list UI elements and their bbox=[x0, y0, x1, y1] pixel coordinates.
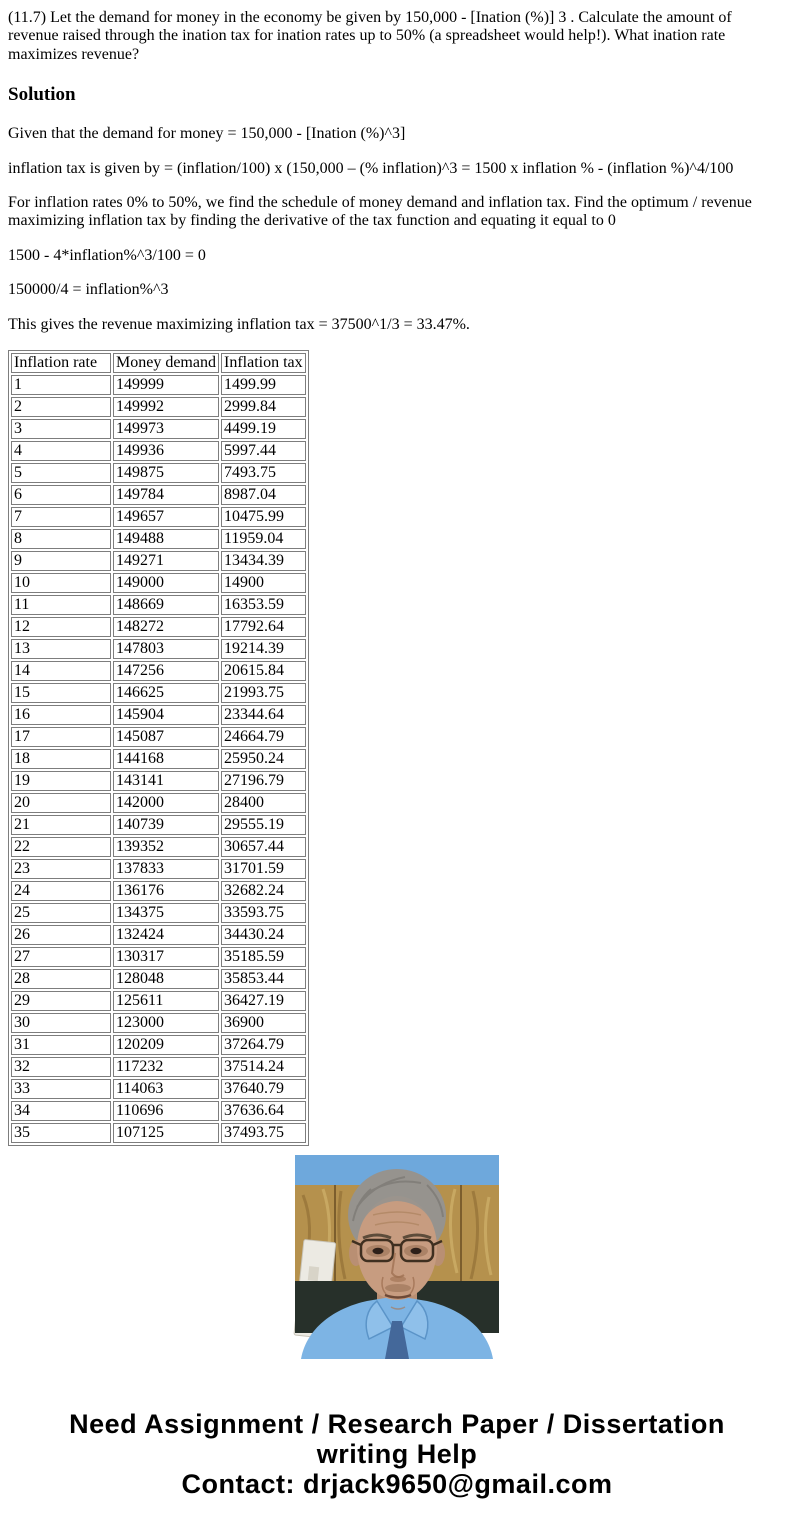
table-cell: 29555.19 bbox=[221, 815, 306, 835]
table-cell: 147256 bbox=[113, 661, 219, 681]
table-cell: 37514.24 bbox=[221, 1057, 306, 1077]
table-cell: 24 bbox=[11, 881, 111, 901]
tutor-photo bbox=[295, 1155, 499, 1359]
table-cell: 19214.39 bbox=[221, 639, 306, 659]
table-cell: 145087 bbox=[113, 727, 219, 747]
table-row bbox=[11, 1079, 306, 1099]
table-cell: 15 bbox=[11, 683, 111, 703]
table-cell: 149875 bbox=[113, 463, 219, 483]
table-row bbox=[11, 881, 306, 901]
table-cell: 12 bbox=[11, 617, 111, 637]
table-row bbox=[11, 661, 306, 681]
table-cell: 149271 bbox=[113, 551, 219, 571]
table-cell: 149000 bbox=[113, 573, 219, 593]
photo-mustache-shadow bbox=[385, 1284, 411, 1292]
table-cell: 120209 bbox=[113, 1035, 219, 1055]
table-cell: 27 bbox=[11, 947, 111, 967]
table-cell: 14 bbox=[11, 661, 111, 681]
column-header-inflation-tax: Inflation tax bbox=[221, 353, 306, 373]
table-cell: 31701.59 bbox=[221, 859, 306, 879]
table-row bbox=[11, 1123, 306, 1143]
table-cell: 6 bbox=[11, 485, 111, 505]
table-cell: 30657.44 bbox=[221, 837, 306, 857]
table-row bbox=[11, 705, 306, 725]
table-cell: 137833 bbox=[113, 859, 219, 879]
table-cell: 7 bbox=[11, 507, 111, 527]
table-cell: 149488 bbox=[113, 529, 219, 549]
table-cell: 136176 bbox=[113, 881, 219, 901]
table-cell: 2 bbox=[11, 397, 111, 417]
table-cell: 4499.19 bbox=[221, 419, 306, 439]
table-cell: 17792.64 bbox=[221, 617, 306, 637]
table-cell: 31 bbox=[11, 1035, 111, 1055]
table-cell: 35 bbox=[11, 1123, 111, 1143]
table-cell: 20 bbox=[11, 793, 111, 813]
table-cell: 110696 bbox=[113, 1101, 219, 1121]
table-cell: 11959.04 bbox=[221, 529, 306, 549]
table-cell: 14900 bbox=[221, 573, 306, 593]
tutor-photo-illustration bbox=[295, 1155, 499, 1359]
table-row bbox=[11, 595, 306, 615]
table-cell: 13 bbox=[11, 639, 111, 659]
table-cell: 17 bbox=[11, 727, 111, 747]
table-row bbox=[11, 463, 306, 483]
table-cell: 36427.19 bbox=[221, 991, 306, 1011]
table-cell: 4 bbox=[11, 441, 111, 461]
footer-line-1: Need Assignment / Research Paper / Dissertation bbox=[69, 1408, 725, 1439]
table-cell: 13434.39 bbox=[221, 551, 306, 571]
table-cell: 148272 bbox=[113, 617, 219, 637]
table-cell: 10475.99 bbox=[221, 507, 306, 527]
table-row bbox=[11, 947, 306, 967]
table-cell: 5 bbox=[11, 463, 111, 483]
table-cell: 27196.79 bbox=[221, 771, 306, 791]
table-row bbox=[11, 551, 306, 571]
table-cell: 132424 bbox=[113, 925, 219, 945]
table-cell: 11 bbox=[11, 595, 111, 615]
table-row bbox=[11, 683, 306, 703]
table-row bbox=[11, 397, 306, 417]
table-cell: 9 bbox=[11, 551, 111, 571]
table-cell: 33593.75 bbox=[221, 903, 306, 923]
inflation-table bbox=[8, 350, 309, 1146]
table-cell: 3 bbox=[11, 419, 111, 439]
table-row bbox=[11, 419, 306, 439]
table-cell: 21993.75 bbox=[221, 683, 306, 703]
table-cell: 28 bbox=[11, 969, 111, 989]
table-cell: 28400 bbox=[221, 793, 306, 813]
table-cell: 32682.24 bbox=[221, 881, 306, 901]
table-cell: 149999 bbox=[113, 375, 219, 395]
table-cell: 149936 bbox=[113, 441, 219, 461]
table-row bbox=[11, 507, 306, 527]
table-row bbox=[11, 529, 306, 549]
table-cell: 143141 bbox=[113, 771, 219, 791]
table-cell: 8987.04 bbox=[221, 485, 306, 505]
solution-paragraph-5: 150000/4 = inflation%^3 bbox=[8, 281, 169, 299]
table-cell: 107125 bbox=[113, 1123, 219, 1143]
table-cell: 10 bbox=[11, 573, 111, 593]
table-cell: 117232 bbox=[113, 1057, 219, 1077]
table-row bbox=[11, 969, 306, 989]
table-cell: 16 bbox=[11, 705, 111, 725]
table-cell: 114063 bbox=[113, 1079, 219, 1099]
table-row bbox=[11, 639, 306, 659]
table-cell: 24664.79 bbox=[221, 727, 306, 747]
table-cell: 36900 bbox=[221, 1013, 306, 1033]
table-cell: 37493.75 bbox=[221, 1123, 306, 1143]
table-cell: 148669 bbox=[113, 595, 219, 615]
table-cell: 25 bbox=[11, 903, 111, 923]
table-row bbox=[11, 859, 306, 879]
table-cell: 34 bbox=[11, 1101, 111, 1121]
table-cell: 147803 bbox=[113, 639, 219, 659]
footer-line-2: writing Help bbox=[316, 1438, 478, 1469]
solution-heading: Solution bbox=[8, 84, 76, 106]
table-cell: 23 bbox=[11, 859, 111, 879]
photo-eye-right bbox=[411, 1248, 422, 1254]
solution-paragraph-2: inflation tax is given by = (inflation/100) x (150,000 – (% inflation)^3 = 1500 x inflation % - (inflation %)^4/100 bbox=[8, 159, 734, 177]
solution-paragraph-4: 1500 - 4*inflation%^3/100 = 0 bbox=[8, 246, 206, 264]
table-cell: 18 bbox=[11, 749, 111, 769]
table-row bbox=[11, 573, 306, 593]
table-row bbox=[11, 925, 306, 945]
table-cell: 139352 bbox=[113, 837, 219, 857]
table-row bbox=[11, 1057, 306, 1077]
table-row bbox=[11, 903, 306, 923]
table-cell: 22 bbox=[11, 837, 111, 857]
table-row bbox=[11, 991, 306, 1011]
table-row bbox=[11, 837, 306, 857]
table-header-row bbox=[11, 353, 306, 373]
table-cell: 1499.99 bbox=[221, 375, 306, 395]
footer-contact: Contact: drjack9650@gmail.com bbox=[181, 1468, 613, 1499]
table-cell: 30 bbox=[11, 1013, 111, 1033]
table-cell: 37636.64 bbox=[221, 1101, 306, 1121]
table-cell: 34430.24 bbox=[221, 925, 306, 945]
table-cell: 2999.84 bbox=[221, 397, 306, 417]
table-cell: 21 bbox=[11, 815, 111, 835]
table-cell: 125611 bbox=[113, 991, 219, 1011]
table-cell: 26 bbox=[11, 925, 111, 945]
table-cell: 146625 bbox=[113, 683, 219, 703]
table-cell: 144168 bbox=[113, 749, 219, 769]
table-row bbox=[11, 485, 306, 505]
column-header-inflation-rate: Inflation rate bbox=[11, 353, 111, 373]
table-cell: 5997.44 bbox=[221, 441, 306, 461]
table-cell: 8 bbox=[11, 529, 111, 549]
table-row bbox=[11, 1035, 306, 1055]
solution-paragraph-1: Given that the demand for money = 150,000 - [Ination (%)^3] bbox=[8, 125, 406, 143]
table-cell: 19 bbox=[11, 771, 111, 791]
table-cell: 7493.75 bbox=[221, 463, 306, 483]
table-cell: 37264.79 bbox=[221, 1035, 306, 1055]
table-row bbox=[11, 441, 306, 461]
table-row bbox=[11, 617, 306, 637]
table-cell: 149784 bbox=[113, 485, 219, 505]
solution-paragraph-3: For inflation rates 0% to 50%, we find the schedule of money demand and inflation tax. Find the optimum / revenue maximizing inflation tax by finding the derivative of the tax function and equating it equal to 0 bbox=[8, 193, 752, 230]
table-cell: 149973 bbox=[113, 419, 219, 439]
inflation-table-container bbox=[8, 350, 786, 1141]
photo-eye-left bbox=[373, 1248, 384, 1254]
table-cell: 23344.64 bbox=[221, 705, 306, 725]
inflation-table-body bbox=[11, 375, 306, 1143]
table-cell: 1 bbox=[11, 375, 111, 395]
table-cell: 29 bbox=[11, 991, 111, 1011]
table-cell: 142000 bbox=[113, 793, 219, 813]
table-cell: 134375 bbox=[113, 903, 219, 923]
table-cell: 25950.24 bbox=[221, 749, 306, 769]
table-row bbox=[11, 793, 306, 813]
table-cell: 35853.44 bbox=[221, 969, 306, 989]
table-cell: 16353.59 bbox=[221, 595, 306, 615]
column-header-money-demand: Money demand bbox=[113, 353, 219, 373]
photo-nose-shadow bbox=[390, 1276, 406, 1282]
table-cell: 33 bbox=[11, 1079, 111, 1099]
table-row bbox=[11, 1101, 306, 1121]
table-cell: 32 bbox=[11, 1057, 111, 1077]
problem-statement: (11.7) Let the demand for money in the economy be given by 150,000 - [Ination (%)] 3 . Calculate the amount of revenue raised through the ination tax for ination rates up to 50% (a spreadsheet would help!). What ination rate maximizes revenue? bbox=[8, 9, 732, 63]
table-cell: 37640.79 bbox=[221, 1079, 306, 1099]
table-row bbox=[11, 749, 306, 769]
table-row bbox=[11, 1013, 306, 1033]
table-cell: 140739 bbox=[113, 815, 219, 835]
table-cell: 123000 bbox=[113, 1013, 219, 1033]
table-cell: 149657 bbox=[113, 507, 219, 527]
table-cell: 35185.59 bbox=[221, 947, 306, 967]
footer-ad bbox=[8, 1409, 786, 1499]
table-cell: 149992 bbox=[113, 397, 219, 417]
table-row bbox=[11, 771, 306, 791]
table-row bbox=[11, 375, 306, 395]
table-cell: 20615.84 bbox=[221, 661, 306, 681]
table-cell: 145904 bbox=[113, 705, 219, 725]
solution-paragraph-6: This gives the revenue maximizing inflation tax = 37500^1/3 = 33.47%. bbox=[8, 315, 470, 333]
table-cell: 130317 bbox=[113, 947, 219, 967]
table-row bbox=[11, 815, 306, 835]
table-cell: 128048 bbox=[113, 969, 219, 989]
table-row bbox=[11, 727, 306, 747]
